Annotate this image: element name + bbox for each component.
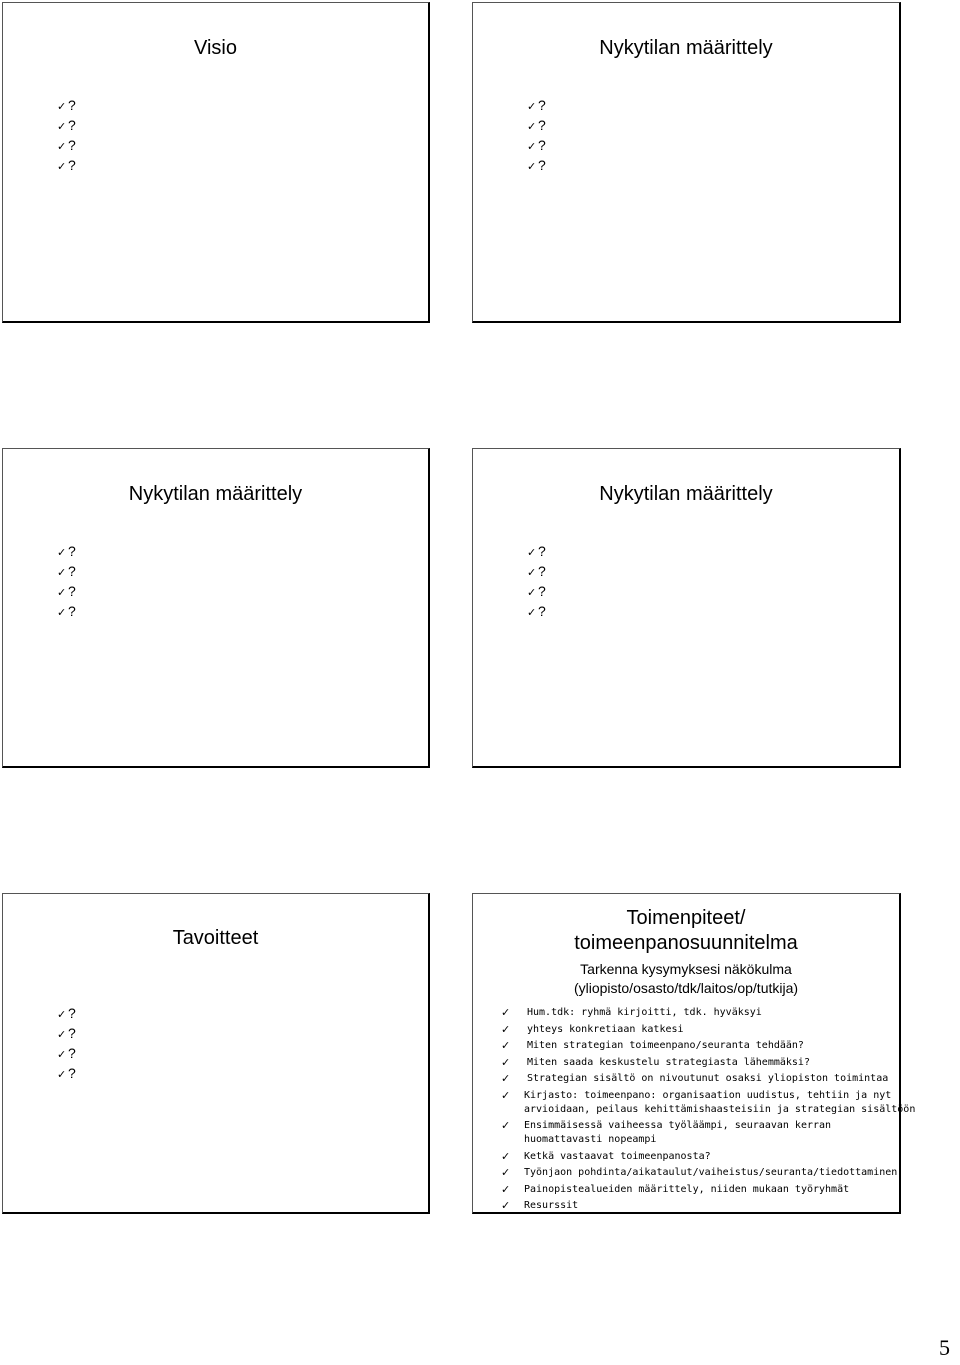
question-list xyxy=(527,96,546,176)
slide-nykytila-1 xyxy=(472,2,901,323)
bullet-list xyxy=(501,1006,915,1216)
check-icon: ✓ xyxy=(527,607,537,619)
check-icon: ✓ xyxy=(57,1009,67,1021)
list-item: ✓ ? xyxy=(57,1064,76,1084)
check-icon: ✓ xyxy=(501,1039,511,1052)
list-item: ✓ ? xyxy=(57,542,76,562)
slide-title: Nykytilan määrittely xyxy=(128,483,303,505)
slide-visio xyxy=(2,2,430,323)
check-icon: ✓ xyxy=(501,1006,511,1019)
check-icon: ✓ xyxy=(527,121,537,133)
slide-title: Nykytilan määrittely xyxy=(599,483,773,505)
list-item: ✓ ? xyxy=(57,136,76,156)
question-list xyxy=(527,542,546,622)
list-item: ✓ ? xyxy=(527,562,546,582)
slide-toimenpiteet xyxy=(472,893,916,1214)
slide-title: Tavoitteet xyxy=(172,927,259,949)
list-item: ✓ ? xyxy=(527,156,546,176)
page-number: 5 xyxy=(939,1335,950,1360)
check-icon: ✓ xyxy=(501,1055,511,1069)
list-item: ✓ Painopistealueiden määrittely, niiden mukaan työryhmät xyxy=(501,1182,850,1196)
list-item: ✓ Strategian sisältö on nivoutunut osaksi yliopiston toimintaa xyxy=(501,1072,889,1085)
check-icon: ✓ xyxy=(57,607,67,619)
check-icon: ✓ xyxy=(57,101,67,113)
slide-tavoitteet xyxy=(2,893,430,1214)
list-item: ✓ Hum.tdk: ryhmä kirjoitti, tdk. hyväksyi xyxy=(501,1006,762,1019)
slide-subtitle-line2: (yliopisto/osasto/tdk/laitos/op/tutkija) xyxy=(573,980,799,996)
list-item: ✓ ? xyxy=(527,96,546,116)
list-item: ✓ ? xyxy=(527,542,546,562)
list-item: ✓ Miten saada keskustelu strategiasta lähemmäksi? xyxy=(501,1055,810,1069)
list-item: ✓ Ensimmäisessä vaiheessa työläämpi, seuraavan kerran huomattavasti nopeampi xyxy=(501,1119,832,1145)
check-icon: ✓ xyxy=(501,1149,511,1163)
slide-title-line2: toimeenpanosuunnitelma xyxy=(574,932,798,954)
list-item: ✓ Ketkä vastaavat toimeenpanosta? xyxy=(501,1149,711,1163)
check-icon: ✓ xyxy=(57,121,67,133)
list-item: ✓ ? xyxy=(527,136,546,156)
check-icon: ✓ xyxy=(501,1119,511,1132)
list-item: ✓ ? xyxy=(57,582,76,602)
slide-title-line1: Toimenpiteet/ xyxy=(626,907,746,929)
slide-subtitle-line1: Tarkenna kysymyksesi näkökulma xyxy=(580,961,792,977)
check-icon: ✓ xyxy=(501,1199,511,1212)
list-item: ✓ ? xyxy=(57,96,76,116)
check-icon: ✓ xyxy=(501,1182,511,1196)
check-icon: ✓ xyxy=(501,1166,511,1179)
check-icon: ✓ xyxy=(501,1022,511,1036)
list-item: ✓ Työnjaon pohdinta/aikataulut/vaiheistus/seuranta/tiedottaminen xyxy=(501,1166,898,1179)
list-item: ✓ yhteys konkretiaan katkesi xyxy=(501,1022,684,1036)
slide-title: Nykytilan määrittely xyxy=(599,37,773,59)
check-icon: ✓ xyxy=(57,1029,67,1041)
check-icon: ✓ xyxy=(57,547,67,559)
check-icon: ✓ xyxy=(527,161,537,173)
list-item: ✓ ? xyxy=(57,562,76,582)
slide-nykytila-2 xyxy=(2,448,430,768)
slide-title: Visio xyxy=(194,37,237,59)
list-item: ✓ ? xyxy=(527,582,546,602)
check-icon: ✓ xyxy=(501,1072,511,1085)
list-item: ✓ ? xyxy=(527,116,546,136)
list-item: ✓ ? xyxy=(57,602,76,622)
list-item: ✓ ? xyxy=(57,116,76,136)
question-list xyxy=(57,96,76,176)
check-icon: ✓ xyxy=(57,567,67,579)
list-item: ✓ ? xyxy=(57,1044,76,1064)
check-icon: ✓ xyxy=(527,587,537,599)
list-item: ✓ Miten strategian toimeenpano/seuranta tehdään? xyxy=(501,1039,804,1052)
check-icon: ✓ xyxy=(57,1069,67,1081)
slide-nykytila-3 xyxy=(472,448,901,768)
list-item: ✓ ? xyxy=(527,602,546,622)
check-icon: ✓ xyxy=(527,101,537,113)
check-icon: ✓ xyxy=(527,141,537,153)
check-icon: ✓ xyxy=(57,141,67,153)
question-list xyxy=(57,1004,76,1084)
check-icon: ✓ xyxy=(57,587,67,599)
check-icon: ✓ xyxy=(501,1088,511,1102)
check-icon: ✓ xyxy=(527,567,537,579)
question-list xyxy=(57,542,76,622)
list-item: ✓ ? xyxy=(57,156,76,176)
list-item: ✓ Resurssit xyxy=(501,1199,579,1212)
list-item: ✓ ? xyxy=(57,1024,76,1044)
list-item: ✓ Kirjasto: toimeenpano: organisaation uudistus, tehtiin ja nyt arvioidaan, peilaus kehittämishaasteisiin ja strategian sisältöön xyxy=(501,1088,916,1115)
check-icon: ✓ xyxy=(57,161,67,173)
check-icon: ✓ xyxy=(527,547,537,559)
check-icon: ✓ xyxy=(57,1049,67,1061)
list-item: ✓ ? xyxy=(57,1004,76,1024)
